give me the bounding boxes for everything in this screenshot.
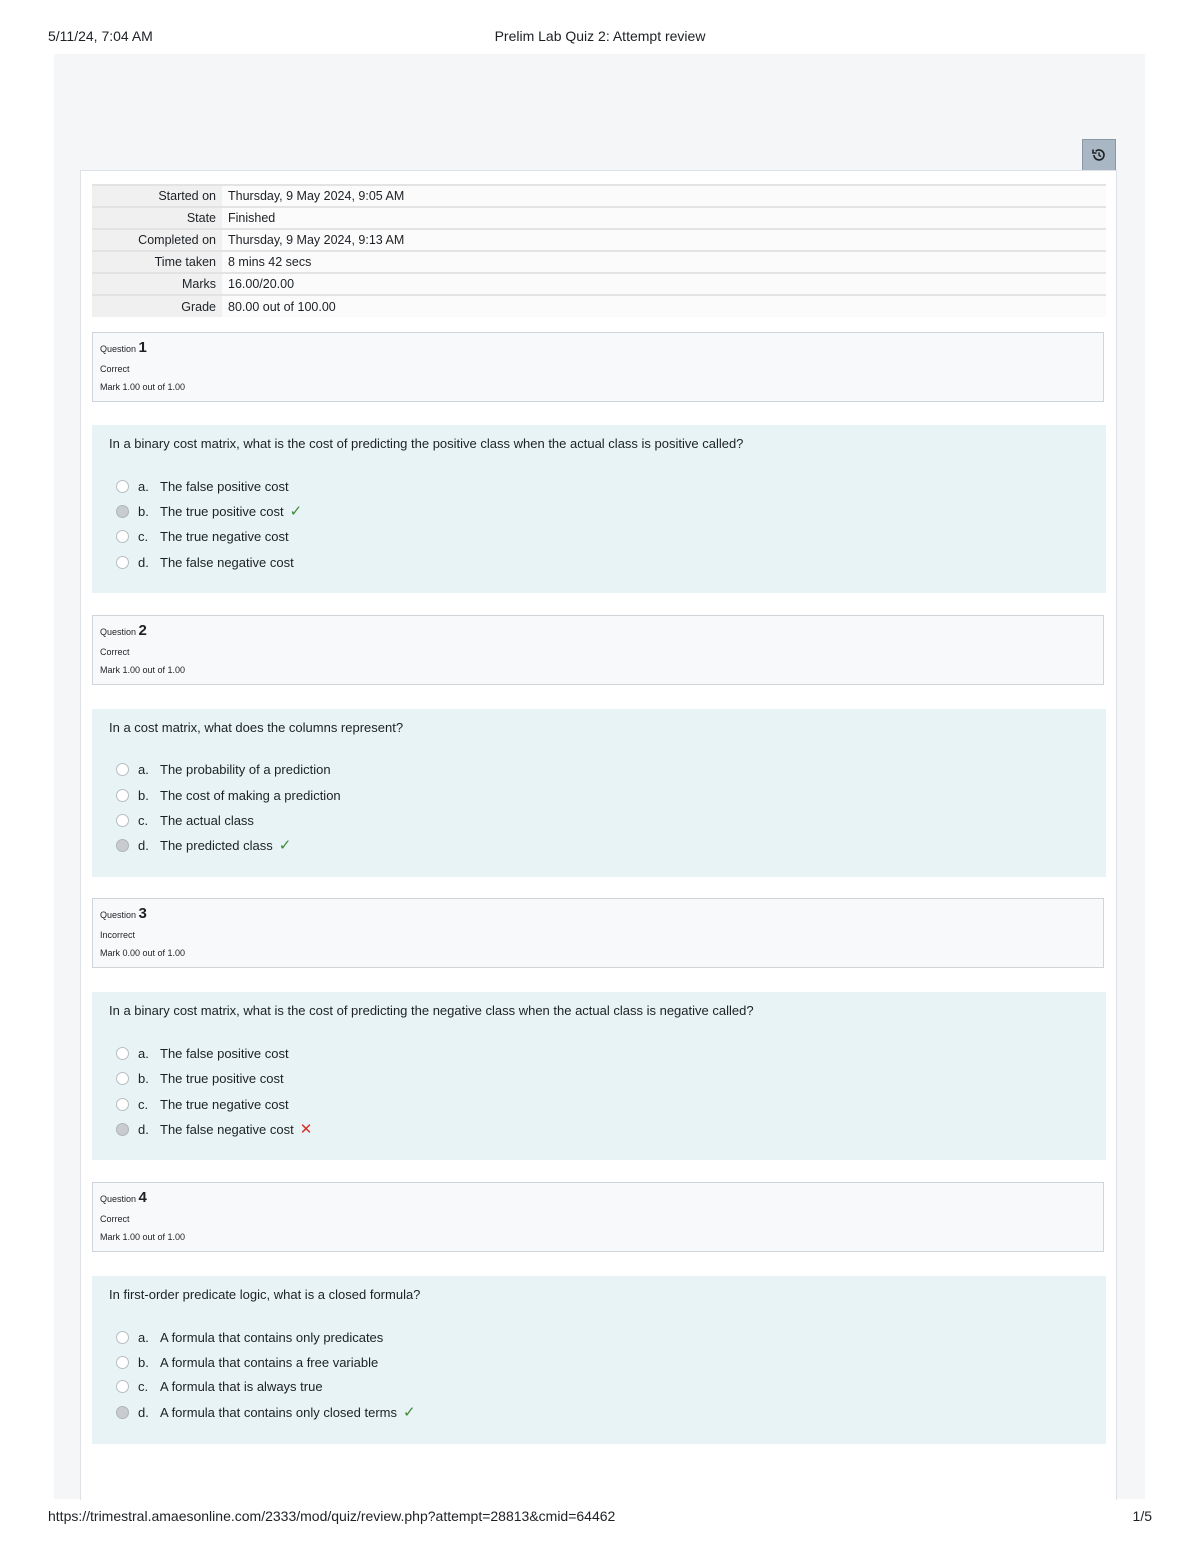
answer-radio[interactable] xyxy=(116,1331,129,1344)
summary-label: Time taken xyxy=(92,251,222,273)
check-icon: ✓ xyxy=(289,502,303,520)
answer-radio[interactable] xyxy=(116,480,129,493)
answer-letter: c. xyxy=(138,528,149,544)
answer-option[interactable] xyxy=(116,785,341,805)
summary-row xyxy=(92,185,1106,207)
answer-option[interactable] xyxy=(116,759,331,779)
answer-text: A formula that is always true xyxy=(160,1378,323,1394)
question-number: 4 xyxy=(138,1189,147,1206)
summary-label: Marks xyxy=(92,273,222,295)
question-label: Question xyxy=(100,344,137,354)
answer-radio[interactable] xyxy=(116,1406,129,1419)
answer-text: A formula that contains a free variable xyxy=(160,1354,379,1370)
question-text: In first-order predicate logic, what is a closed formula? xyxy=(109,1287,421,1302)
answer-radio[interactable] xyxy=(116,556,129,569)
answer-letter: d. xyxy=(138,1121,149,1137)
answer-radio[interactable] xyxy=(116,505,129,518)
question-text: In a cost matrix, what does the columns represent? xyxy=(109,720,404,735)
answer-letter: a. xyxy=(138,761,149,777)
print-url: https://trimestral.amaesonline.com/2333/mod/quiz/review.php?attempt=28813&cmid=64462 xyxy=(48,1508,616,1524)
answer-text: The actual class xyxy=(160,812,254,828)
check-icon: ✓ xyxy=(278,836,292,854)
answer-letter: c. xyxy=(138,1378,149,1394)
answer-text: The false negative cost xyxy=(160,554,294,570)
question-info xyxy=(92,332,1104,402)
summary-value: 16.00/20.00 xyxy=(222,273,1106,295)
check-icon: ✓ xyxy=(403,1403,416,1421)
question-content xyxy=(92,992,1106,1160)
answer-text: The false positive cost xyxy=(160,1045,289,1061)
answer-text: The true positive cost xyxy=(160,503,284,519)
question-number: 2 xyxy=(138,622,147,639)
answer-option[interactable] xyxy=(116,1376,323,1396)
answer-option[interactable] xyxy=(116,835,291,855)
answer-letter: b. xyxy=(138,503,149,519)
question-number: 3 xyxy=(138,905,147,922)
summary-row xyxy=(92,207,1106,229)
answer-text: The false negative cost xyxy=(160,1121,294,1137)
question-label: Question xyxy=(100,1194,137,1204)
question-content xyxy=(92,1276,1106,1444)
answer-option[interactable] xyxy=(116,810,254,830)
answer-radio[interactable] xyxy=(116,789,129,802)
answer-option[interactable] xyxy=(116,1327,383,1347)
answer-option[interactable] xyxy=(116,476,289,496)
answer-radio[interactable] xyxy=(116,1356,129,1369)
summary-label: State xyxy=(92,207,222,229)
answer-option[interactable] xyxy=(116,1352,378,1372)
summary-row xyxy=(92,251,1106,273)
question-info xyxy=(92,1182,1104,1252)
answer-text: The true negative cost xyxy=(160,1096,289,1112)
summary-value: Thursday, 9 May 2024, 9:05 AM xyxy=(222,185,1106,207)
answer-text: The true negative cost xyxy=(160,528,289,544)
question-info xyxy=(92,615,1104,685)
question-label: Question xyxy=(100,627,137,637)
question-grade: Mark 0.00 out of 1.00 xyxy=(100,948,186,958)
summary-row xyxy=(92,273,1106,295)
answer-radio[interactable] xyxy=(116,839,129,852)
answer-radio[interactable] xyxy=(116,530,129,543)
answer-letter: b. xyxy=(138,1070,149,1086)
print-header xyxy=(48,28,1152,48)
summary-label: Completed on xyxy=(92,229,222,251)
question-label: Question xyxy=(100,910,137,920)
answer-text: A formula that contains only closed terms xyxy=(160,1404,398,1420)
answer-letter: d. xyxy=(138,554,149,570)
answer-option[interactable] xyxy=(116,501,302,521)
summary-label: Started on xyxy=(92,185,222,207)
question-info xyxy=(92,898,1104,968)
print-date: 5/11/24, 7:04 AM xyxy=(48,28,153,44)
question-grade: Mark 1.00 out of 1.00 xyxy=(100,665,186,675)
question-state: Incorrect xyxy=(100,930,136,940)
history-icon xyxy=(1090,146,1108,164)
question-state: Correct xyxy=(100,364,130,374)
answer-letter: c. xyxy=(138,812,149,828)
answer-letter: b. xyxy=(138,787,149,803)
print-page-title: Prelim Lab Quiz 2: Attempt review xyxy=(494,28,706,44)
answer-radio[interactable] xyxy=(116,1123,129,1136)
summary-row xyxy=(92,295,1106,317)
answer-text: The cost of making a prediction xyxy=(160,787,341,803)
answer-option[interactable] xyxy=(116,552,294,572)
question-number: 1 xyxy=(138,339,147,356)
answer-text: The false positive cost xyxy=(160,478,289,494)
question-grade: Mark 1.00 out of 1.00 xyxy=(100,1232,186,1242)
summary-label: Grade xyxy=(92,295,222,317)
answer-option[interactable] xyxy=(116,1119,312,1139)
summary-value: Finished xyxy=(222,207,1106,229)
answer-text: The predicted class xyxy=(160,837,273,853)
answer-radio[interactable] xyxy=(116,1072,129,1085)
summary-value: 80.00 out of 100.00 xyxy=(222,295,1106,317)
print-page-number: 1/5 xyxy=(1132,1508,1152,1524)
attempt-summary-table xyxy=(92,184,1106,317)
answer-radio[interactable] xyxy=(116,763,129,776)
answer-radio[interactable] xyxy=(116,1098,129,1111)
answer-letter: c. xyxy=(138,1096,149,1112)
answer-letter: a. xyxy=(138,478,149,494)
answer-option[interactable] xyxy=(116,1068,284,1088)
summary-value: Thursday, 9 May 2024, 9:13 AM xyxy=(222,229,1106,251)
question-state: Correct xyxy=(100,647,130,657)
answer-text: A formula that contains only predicates xyxy=(160,1329,384,1345)
answer-letter: d. xyxy=(138,837,149,853)
summary-value: 8 mins 42 secs xyxy=(222,251,1106,273)
question-state: Correct xyxy=(100,1214,130,1224)
answer-letter: a. xyxy=(138,1045,149,1061)
question-content xyxy=(92,709,1106,877)
answer-letter: b. xyxy=(138,1354,149,1370)
answer-option[interactable] xyxy=(116,1402,416,1422)
summary-row xyxy=(92,229,1106,251)
question-text: In a binary cost matrix, what is the cost of predicting the positive class when the actual class is positive called? xyxy=(109,436,744,451)
print-footer xyxy=(48,1508,1152,1528)
answer-option[interactable] xyxy=(116,1043,289,1063)
answer-text: The true positive cost xyxy=(160,1070,284,1086)
answer-letter: a. xyxy=(138,1329,149,1345)
incorrect-x-icon: ✕ xyxy=(299,1120,313,1138)
answer-option[interactable] xyxy=(116,526,289,546)
answer-radio[interactable] xyxy=(116,814,129,827)
timer-toggle-button[interactable] xyxy=(1082,139,1116,171)
question-content xyxy=(92,425,1106,593)
answer-radio[interactable] xyxy=(116,1380,129,1393)
answer-option[interactable] xyxy=(116,1094,289,1114)
answer-radio[interactable] xyxy=(116,1047,129,1060)
question-grade: Mark 1.00 out of 1.00 xyxy=(100,382,186,392)
answer-text: The probability of a prediction xyxy=(160,761,331,777)
answer-letter: d. xyxy=(138,1404,149,1420)
question-text: In a binary cost matrix, what is the cost of predicting the negative class when the actual class is negative called? xyxy=(109,1003,754,1018)
